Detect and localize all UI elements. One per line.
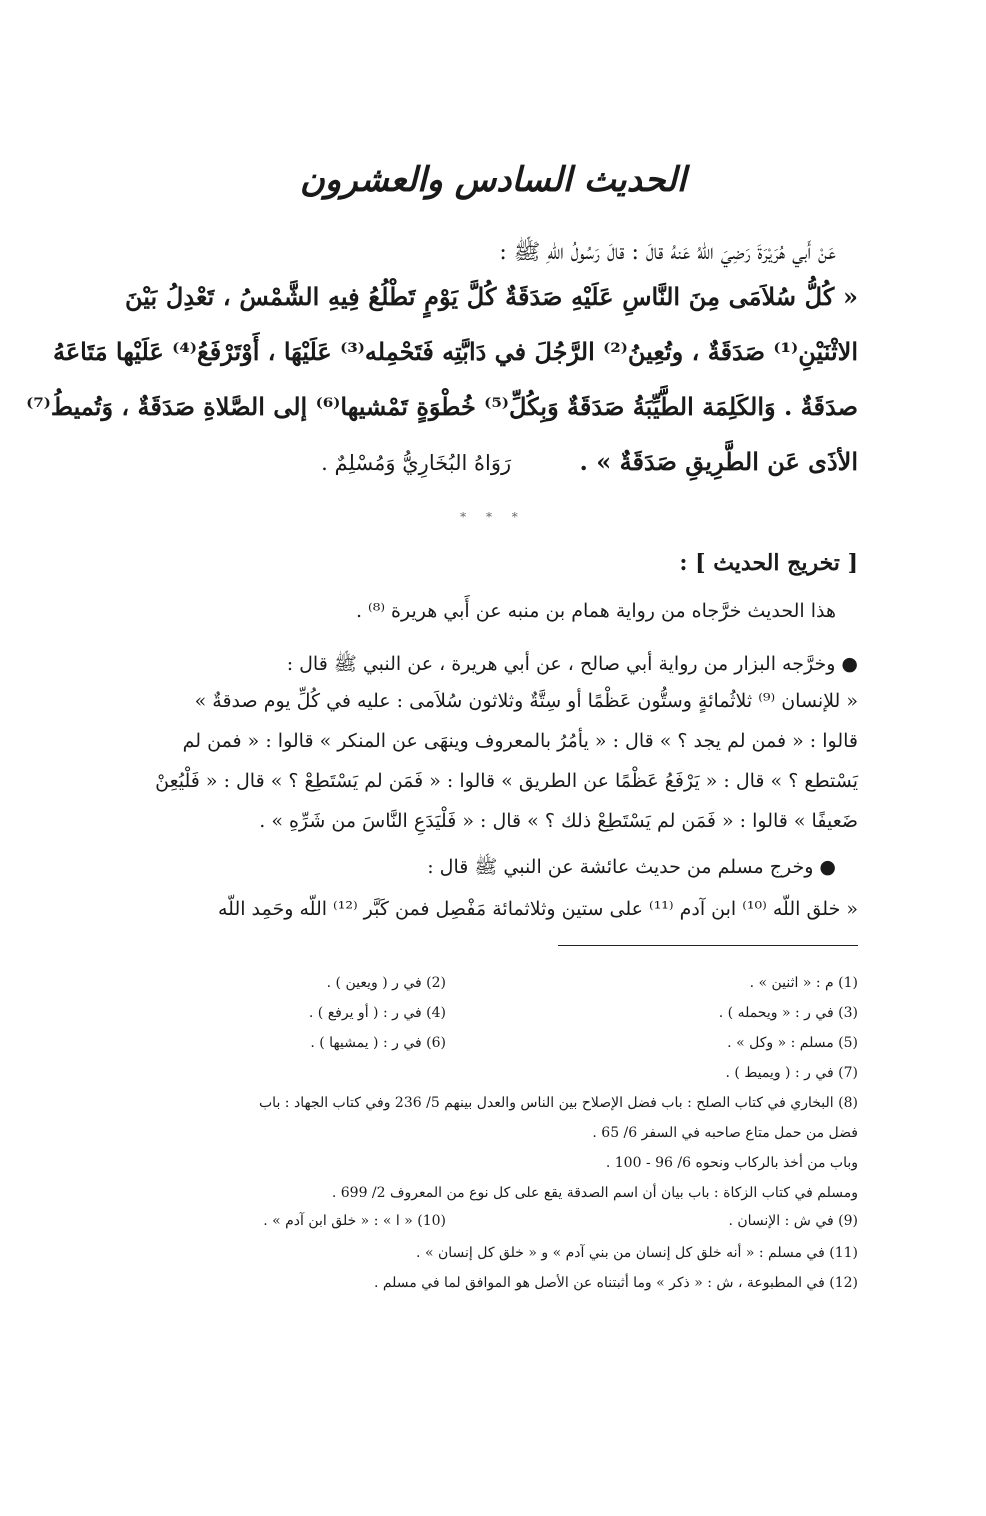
footnote-8-line-1: (8) البخاري في كتاب الصلح : باب فضل الإصلاح بين الناس والعدل بينهم 5/ 236 وفي كتاب الجهاد : باب <box>259 1095 858 1111</box>
footnote-4: (4) في ر : ( أو يرفع ) . <box>308 1005 446 1021</box>
isnad-line: عَنْ أَبي هُرَيْرَةَ رَضِيَ اللّهُ عَنهُ قالَ : قالَ رَسُولُ اللّهِ ﷺ : <box>499 240 836 265</box>
hadith-title: الحديث السادس والعشرون <box>299 160 687 200</box>
matn-line-1: « كُلُّ سُلاَمَى مِنَ النَّاسِ عَلَيْهِ صَدَقَةٌ كُلَّ يَوْمٍ تَطْلُعُ فِيهِ الشَّمْسُ ، تَعْدِلُ بَيْنَ <box>125 282 858 311</box>
body-line-3: « للإنسان ⁽⁹⁾ ثلاثُمائةٍ وستُّون عَظْمًا أو سِتَّةٌ وثلاثون سُلاَمى : عليه في كُلِّ يوم صدقةٌ » <box>194 690 858 712</box>
body-line-6: ضَعيفًا » قالوا : « فَمَن لم يَسْتَطِعْ ذلك ؟ » قال : « فَلْيَدَعِ النَّاسَ من شَرِّهِ » . <box>259 810 858 832</box>
matn-line-4 <box>125 447 858 476</box>
footnote-8-line-3: وباب من أخذ بالركاب ونحوه 6/ 96 - 100 . <box>605 1155 858 1171</box>
footnote-2: (2) في ر ( ويعين ) . <box>326 975 446 991</box>
riwaya-attribution: رَوَاهُ البُخَارِيُّ وَمُسْلِمٌ . <box>321 451 512 475</box>
section-separator: * * * <box>460 510 526 524</box>
footnote-9: (9) في ش : الإنسان . <box>728 1213 858 1229</box>
body-line-8: « خلق اللّه ⁽¹⁰⁾ ابن آدم ⁽¹¹⁾ على ستين وثلاثمائة مَفْصِل فمن كَبَّر ⁽¹²⁾ اللّه وحَمِد اللّه <box>217 898 858 920</box>
footnote-3: (3) في ر : « ويحمله ) . <box>718 1005 858 1021</box>
footnote-10: (10) « ا » : « خلق ابن آدم » . <box>263 1213 446 1229</box>
body-line-5: يَسْتطع ؟ » قال : « يَرْفَعُ عَظْمًا عن الطريق » قالوا : « فَمَن لم يَسْتَطِعْ ؟ » قال : « فَلْيُعِنْ <box>155 770 858 792</box>
body-line-7: ● وخرج مسلم من حديث عائشة عن النبي ﷺ قال : <box>427 856 836 878</box>
body-line-2: ● وخرَّجه البزار من رواية أبي صالح ، عن أبي هريرة ، عن النبي ﷺ قال : <box>286 653 858 675</box>
footnote-11: (11) في مسلم : « أنه خلق كل إنسان من بني آدم » و « خلق كل إنسان » . <box>416 1245 858 1261</box>
body-line-4: قالوا : « فمن لم يجد ؟ » قال : « يأمُرُ بالمعروف وينهَى عن المنكر » قالوا : « فمن لم <box>182 730 858 752</box>
footnote-5: (5) مسلم : « وكل » . <box>727 1035 858 1051</box>
footnote-12: (12) في المطبوعة ، ش : « ذكر » وما أثبتناه عن الأصل هو الموافق لما في مسلم . <box>373 1275 858 1291</box>
footnote-6: (6) في ر : ( يمشيها ) . <box>310 1035 446 1051</box>
matn-line-3: صدَقَةٌ . وَالكَلِمَة الطَّيِّبَةُ صَدَقَةٌ وَبِكُلِّ⁽⁵⁾ خُطْوَةٍ تَمْشيها⁽⁶⁾ إلى الصَّلاةِ صَدَقَةٌ ، وَتُميطُ⁽⁷⁾ <box>26 392 858 421</box>
footnote-divider <box>558 945 858 946</box>
body-line-1: هذا الحديث خرَّجاه من رواية همام بن منبه عن أَبي هريرة ⁽⁸⁾ . <box>355 600 836 622</box>
footnote-8-line-2: فضل من حمل متاع صاحبه في السفر 6/ 65 . <box>592 1125 858 1141</box>
footnote-1: (1) م : « اثنين » . <box>749 975 858 991</box>
matn-line-4-text: الأذَى عَن الطَّرِيقِ صَدَقَةٌ » . <box>579 447 858 476</box>
footnote-8-line-4: ومسلم في كتاب الزكاة : باب بيان أن اسم الصدقة يقع على كل نوع من المعروف 2/ 699 . <box>331 1185 858 1201</box>
footnote-7: (7) في ر : ( ويميط ) . <box>725 1065 858 1081</box>
takhrij-heading: [ تخريج الحديث ] : <box>679 550 858 576</box>
matn-line-2: الاثْنَيْنِ⁽¹⁾ صَدَقَةٌ ، وتُعِينُ⁽²⁾ الرَّجُلَ في دَابَّتِه فَتَحْمِله⁽³⁾ عَلَيْهَا ، أَوْتَرْفَعُ⁽⁴⁾ عَلَيْها مَتَاعَهُ <box>52 337 858 366</box>
